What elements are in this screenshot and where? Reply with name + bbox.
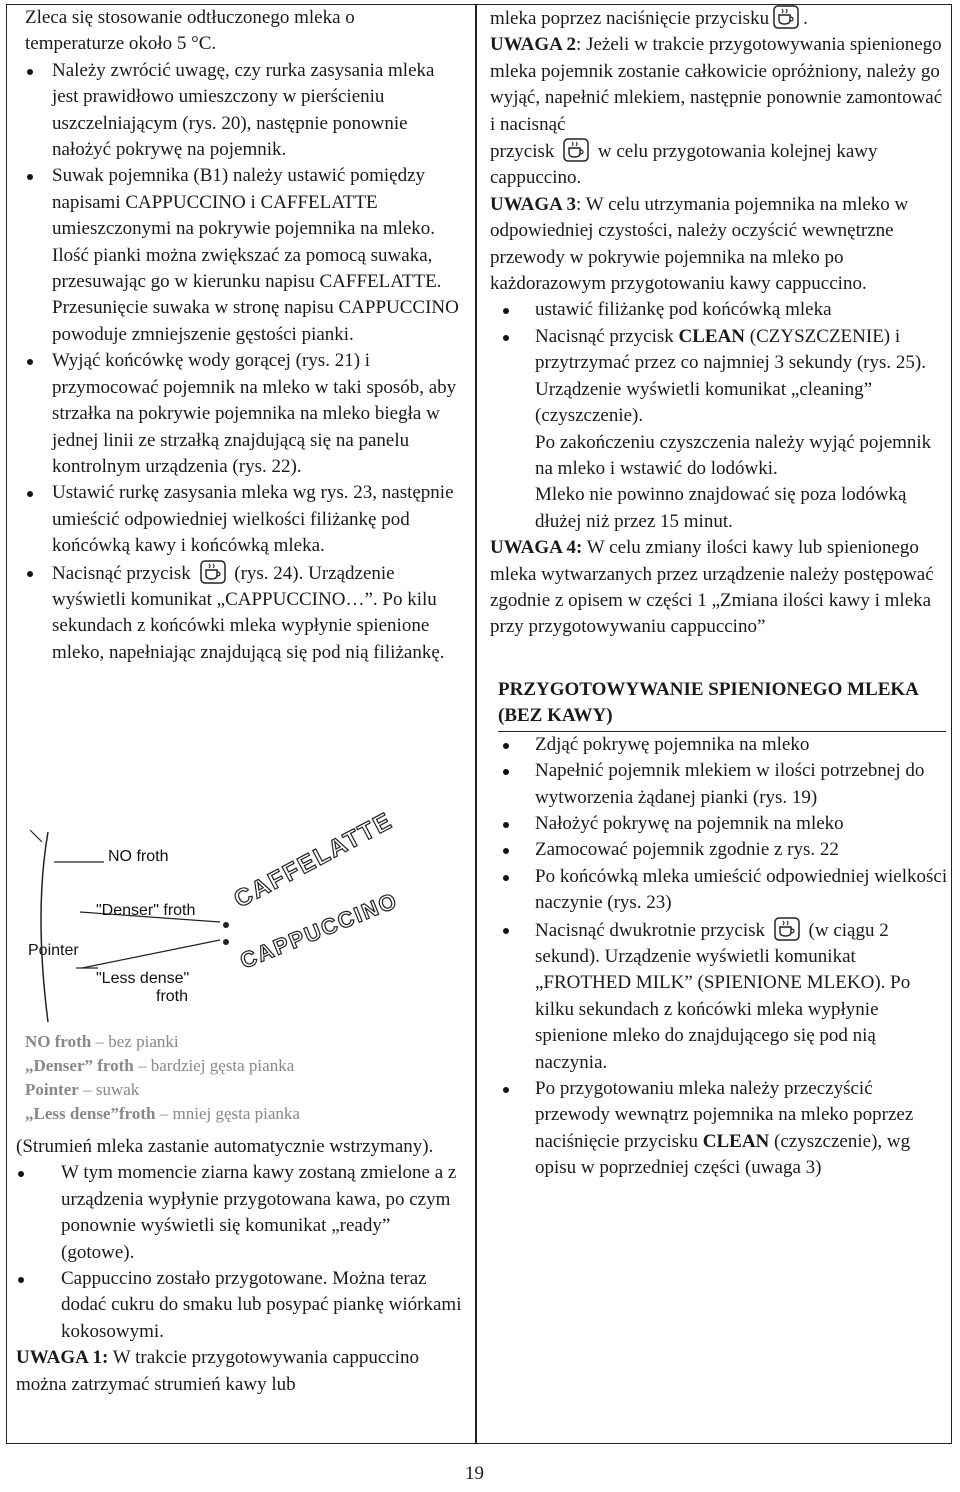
stream-note: (Strumień mleka zastanie automatycznie wstrzymany). xyxy=(16,1136,434,1157)
right-column xyxy=(490,5,948,1182)
legend-row: NO froth – bez pianki xyxy=(25,1032,179,1051)
legend-desc: bez pianki xyxy=(108,1032,179,1051)
clean-step-press xyxy=(490,324,948,377)
bullet-grinding: W tym momencie ziarna kawy zostaną zmielone a z urządzenia wypłynie przygotowana kawa, po czym ponownie wyświetli się komunikat „ready” (gotowe). xyxy=(16,1160,468,1266)
list-clean-post: (czyszczenie), wg opisu w poprzedniej części (uwaga 3) xyxy=(535,1130,911,1179)
figure-label-caffelatte: CAFFELATTE xyxy=(229,807,398,914)
legend-row: „Less dense”froth – mniej gęsta pianka xyxy=(25,1104,300,1123)
clean-press-bold: CLEAN xyxy=(678,325,746,347)
press-twice-pre: Nacisnąć dwukrotnie przycisk xyxy=(535,919,766,941)
uwaga1-label: UWAGA 1: xyxy=(16,1347,109,1369)
figure-label-no-froth: NO froth xyxy=(108,848,169,865)
intro-line-2: temperaturze około 5 °C. xyxy=(25,33,217,55)
legend-term: Pointer xyxy=(25,1080,79,1099)
legend-desc: bardziej gęsta pianka xyxy=(150,1056,295,1075)
cappuccino-cup-icon xyxy=(563,138,589,162)
clean-step-cup: ustawić filiżankę pod końcówką mleka xyxy=(490,297,948,323)
uwaga2-pre: przycisk xyxy=(490,141,555,163)
uwaga1-text: W trakcie przygotowywania cappuccino można zatrzymać strumień kawy lub xyxy=(16,1347,419,1395)
bullet-ready: Cappuccino zostało przygotowane. Można teraz dodać cukru do smaku lub posypać piankę wiórkami kokosowymi. xyxy=(16,1266,468,1345)
list-item: Zamocować pojemnik zgodnie z rys. 22 xyxy=(490,837,948,863)
uwaga2-button-line xyxy=(490,138,948,192)
figure-label-less-dense: "Less dense" xyxy=(96,970,190,987)
uwaga2-label: UWAGA 2 xyxy=(490,34,577,56)
cappuccino-cup-icon xyxy=(773,5,799,29)
section-heading: PRZYGOTOWYWANIE SPIENIONEGO MLEKA (BEZ KAWY) xyxy=(498,677,946,732)
list-item-press-twice xyxy=(490,917,948,1076)
figure-legend xyxy=(25,1030,465,1126)
bullet-tube: Należy zwrócić uwagę, czy rurka zasysania mleka jest prawidłowo umieszczony w pierścieniu uszczelniającym (rys. 20), następnie ponownie nałożyć pokrywę na pojemnik. xyxy=(25,58,465,164)
figure-lines xyxy=(20,822,440,1022)
column-divider xyxy=(475,4,477,1444)
uwaga1 xyxy=(16,1345,468,1398)
legend-term: NO froth xyxy=(25,1032,92,1051)
froth-slider-figure xyxy=(20,807,440,1022)
clean-display-note: Urządzenie wyświetli komunikat „cleaning” (czyszczenie). xyxy=(535,378,873,427)
figure-label-pointer: Pointer xyxy=(28,942,79,959)
cappuccino-cup-icon xyxy=(200,560,226,584)
uwaga4 xyxy=(490,535,948,641)
continuation-post: . xyxy=(803,8,808,29)
uwaga3-label: UWAGA 3 xyxy=(490,193,577,215)
list-item: Po końcówką mleka umieścić odpowiedniej wielkości naczynie (rys. 23) xyxy=(490,864,948,917)
cappuccino-cup-icon xyxy=(774,917,800,941)
legend-term: „Less dense”froth xyxy=(25,1104,156,1123)
uwaga2 xyxy=(490,32,948,138)
legend-term: „Denser” froth xyxy=(25,1056,134,1075)
continuation-line xyxy=(490,5,948,32)
list-item: Zdjąć pokrywę pojemnika na mleko xyxy=(490,732,948,758)
uwaga3-text: : W celu utrzymania pojemnika na mleko w odpowiedniej czystości, należy oczyścić wewnętrzne przewody w pokrywie pojemnika na mleko po każdorazowym przygotowaniu kawy cappuccino. xyxy=(490,193,909,295)
uwaga3 xyxy=(490,192,948,298)
figure-label-cappuccino: CAPPUCCINO xyxy=(236,887,402,974)
list-clean-bold: CLEAN xyxy=(702,1130,770,1152)
uwaga2-text: : Jeżeli w trakcie przygotowywania spienionego mleka pojemnik zostanie całkowicie opróżniony, należy go wyjąć, napełnić mlekiem, następnie ponownie zamontować i nacisnąć xyxy=(490,34,943,135)
list-clean-pre: Po przygotowaniu mleka należy przeczyścić przewody wewnątrz pojemnika na mleko poprzez naciśnięcie przycisku xyxy=(535,1078,914,1152)
page-number: 19 xyxy=(465,1463,484,1484)
bullet-press-post: (rys. 24). Urządzenie wyświetli komunikat „CAPPUCCINO…”. Po kilu sekundach z końcówki mleka wypłynie spienione mleko, napełniając znajdującą się pod nią filiżankę. xyxy=(52,562,445,663)
bullet-slider: Suwak pojemnika (B1) należy ustawić pomiędzy napisami CAPPUCCINO i CAFFELATTE umieszczonymi na pokrywie pojemnika na mleko. Ilość pianki można zwiększać za pomocą suwaka, przesuwając go w kierunku napisu CAFFELATTE. Przesunięcie suwaka w stronę napisu CAPPUCCINO powoduje zmniejszenie gęstości pianki. xyxy=(25,163,465,348)
clean-press-post: (CZYSZCZENIE) i przytrzymać przez co najmniej 3 sekundy (rys. 25). xyxy=(535,325,926,374)
list-item-clean xyxy=(490,1076,948,1182)
left-column xyxy=(25,5,465,666)
legend-row: „Denser” froth – bardziej gęsta pianka xyxy=(25,1056,295,1075)
intro-line-1: Zleca się stosowanie odtłuczonego mleka o xyxy=(25,7,355,28)
clean-remove-note: Po zakończeniu czyszczenia należy wyjąć pojemnik na mleko i wstawić do lodówki. xyxy=(535,431,932,479)
clean-press-pre: Nacisnąć przycisk xyxy=(535,325,674,347)
uwaga2-post: w celu przygotowania kolejnej kawy cappuccino. xyxy=(490,141,878,189)
press-twice-post: (w ciągu 2 sekund). Urządzenie wyświetli komunikat „FROTHED MILK” (SPIENIONE MLEKO). Po kilku sekundach z końcówki mleka wypłynie spienione mleko do znajdującego się pod nią naczynia. xyxy=(535,919,911,1073)
figure-label-denser: "Denser" froth xyxy=(96,902,196,919)
uwaga4-label: UWAGA 4: xyxy=(490,537,583,559)
legend-row: Pointer – suwak xyxy=(25,1080,140,1099)
bullet-press-button xyxy=(25,560,465,667)
left-column-bottom xyxy=(16,1134,468,1398)
continuation-pre: mleka poprzez naciśnięcie przycisku xyxy=(490,8,770,29)
bullet-attach: Wyjąć końcówkę wody gorącej (rys. 21) i przymocować pojemnik na mleko w taki sposób, aby strzałka na pokrywie pojemnika na mleko biegła w jednej linii ze strzałką znajdującą się na panelu kontrolnym urządzenia (rys. 22). xyxy=(25,348,465,480)
list-item: Napełnić pojemnik mlekiem w ilości potrzebnej do wytworzenia żądanej pianki (rys. 19) xyxy=(490,758,948,811)
uwaga4-text: W celu zmiany ilości kawy lub spienionego mleka wytwarzanych przez urządzenie należy postępować zgodnie z opisem w części 1 „Zmiana ilości kawy i mleka przy przygotowywaniu cappuccino” xyxy=(490,537,934,638)
clean-fridge-note: Mleko nie powinno znajdować się poza lodówką dłużej niż przez 15 minut. xyxy=(535,484,907,532)
bullet-press-pre: Nacisnąć przycisk xyxy=(52,562,191,584)
figure-label-less-dense-froth: froth xyxy=(156,988,189,1005)
legend-desc: suwak xyxy=(95,1080,140,1099)
list-item: Nałożyć pokrywę na pojemnik na mleko xyxy=(490,811,948,837)
bullet-tube-position: Ustawić rurkę zasysania mleka wg rys. 23, następnie umieścić odpowiedniej wielkości filiżankę pod końcówką kawy i końcówką mleka. xyxy=(25,480,465,559)
legend-desc: mniej gęsta pianka xyxy=(172,1104,300,1123)
